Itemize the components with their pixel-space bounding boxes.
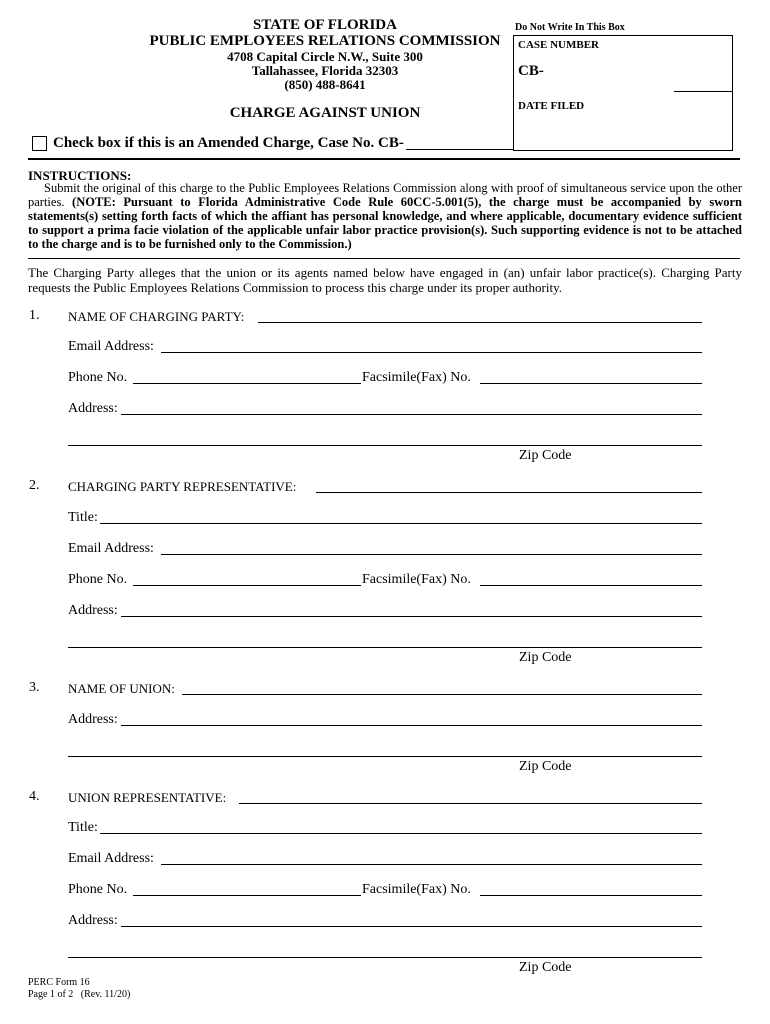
- instructions-heading: INSTRUCTIONS:: [28, 168, 132, 183]
- header-divider: [28, 158, 740, 160]
- instructions-note: (NOTE: Pursuant to Florida Administrative Code Rule 60CC-5.001(5), the charge must be accompanied by sworn statements(s) setting forth facts of which the affiant has personal knowledge, and where applicable, documentary evidence sufficient to support a prima facie violation of the applicable unfair labor practice provision(s). Such supporting evidence is not to be attached to the charge and is to be furnished only to the Commission.): [28, 195, 742, 251]
- s2-phone-field[interactable]: [133, 585, 361, 586]
- s1-email-label: Email Address:: [68, 339, 154, 354]
- union-rep-label: UNION REPRESENTATIVE:: [68, 790, 227, 805]
- s1-phone-field[interactable]: [133, 383, 361, 384]
- charging-party-rep-label: CHARGING PARTY REPRESENTATIVE:: [68, 479, 297, 494]
- date-filed-field[interactable]: [514, 94, 731, 149]
- s1-phone-label: Phone No.: [68, 370, 128, 385]
- case-number-prefix: CB-: [518, 63, 544, 79]
- s4-address-label: Address:: [68, 913, 118, 928]
- footer-form-id: PERC Form 16: [28, 977, 90, 988]
- office-use-box: [513, 35, 733, 151]
- s1-address-line2-field[interactable]: [68, 445, 702, 446]
- s1-zip-label: Zip Code: [519, 448, 572, 463]
- section-3-number: 3.: [29, 680, 40, 695]
- s1-fax-label: Facsimile(Fax) No.: [362, 370, 471, 385]
- amended-charge-label: Check box if this is an Amended Charge, Case No. CB-: [53, 135, 404, 151]
- s2-address-field[interactable]: [121, 616, 702, 617]
- union-name-label: NAME OF UNION:: [68, 681, 175, 696]
- section-4-number: 4.: [29, 789, 40, 804]
- s3-zip-label: Zip Code: [519, 759, 572, 774]
- s2-address-line2-field[interactable]: [68, 647, 702, 648]
- instructions-divider: [28, 258, 740, 259]
- s4-fax-field[interactable]: [480, 895, 702, 896]
- s3-address-field[interactable]: [121, 725, 702, 726]
- office-box-divider: [674, 91, 732, 92]
- s2-title-field[interactable]: [100, 523, 702, 524]
- s4-email-label: Email Address:: [68, 851, 154, 866]
- s4-title-label: Title:: [68, 820, 98, 835]
- allegation-text: The Charging Party alleges that the union or its agents named below have engaged in (an) unfair labor practice(s). Charging Party requests the Public Employees Relations Commission to process this charge under its proper authority.: [28, 265, 742, 295]
- date-filed-label: DATE FILED: [518, 100, 585, 112]
- section-1-number: 1.: [29, 308, 40, 323]
- s1-address-label: Address:: [68, 401, 118, 416]
- s2-zip-label: Zip Code: [519, 650, 572, 665]
- s4-fax-label: Facsimile(Fax) No.: [362, 882, 471, 897]
- header-address-line2: Tallahassee, Florida 32303: [251, 63, 399, 78]
- s2-fax-label: Facsimile(Fax) No.: [362, 572, 471, 587]
- s4-address-line2-field[interactable]: [68, 957, 702, 958]
- case-number-field[interactable]: [514, 36, 731, 91]
- s1-fax-field[interactable]: [480, 383, 702, 384]
- office-box-caption: Do Not Write In This Box: [515, 22, 625, 33]
- charging-party-name-field[interactable]: [258, 322, 702, 323]
- s4-phone-label: Phone No.: [68, 882, 128, 897]
- s4-phone-field[interactable]: [133, 895, 361, 896]
- form-title: CHARGE AGAINST UNION: [229, 105, 421, 121]
- union-rep-field[interactable]: [239, 803, 702, 804]
- s1-address-field[interactable]: [121, 414, 702, 415]
- s2-email-field[interactable]: [161, 554, 702, 555]
- s2-address-label: Address:: [68, 603, 118, 618]
- s4-address-field[interactable]: [121, 926, 702, 927]
- s4-title-field[interactable]: [100, 833, 702, 834]
- s4-email-field[interactable]: [161, 864, 702, 865]
- s2-phone-label: Phone No.: [68, 572, 128, 587]
- case-number-label: CASE NUMBER: [518, 39, 599, 51]
- section-2-number: 2.: [29, 478, 40, 493]
- s3-address-line2-field[interactable]: [68, 756, 702, 757]
- instructions-body: [28, 181, 742, 251]
- footer-page-info: Page 1 of 2 (Rev. 11/20): [28, 989, 131, 1000]
- s4-zip-label: Zip Code: [519, 960, 572, 975]
- s1-email-field[interactable]: [161, 352, 702, 353]
- amended-case-number-field[interactable]: [406, 149, 514, 150]
- s2-title-label: Title:: [68, 510, 98, 525]
- header-commission: PUBLIC EMPLOYEES RELATIONS COMMISSION: [149, 33, 501, 49]
- s3-address-label: Address:: [68, 712, 118, 727]
- union-name-field[interactable]: [182, 694, 702, 695]
- header-address-line1: 4708 Capital Circle N.W., Suite 300: [227, 49, 423, 64]
- charging-party-rep-field[interactable]: [316, 492, 702, 493]
- header-phone: (850) 488-8641: [284, 77, 366, 92]
- amended-charge-checkbox[interactable]: [32, 136, 47, 151]
- s2-email-label: Email Address:: [68, 541, 154, 556]
- header-state: STATE OF FLORIDA: [253, 17, 397, 33]
- instructions-text: Submit the original of this charge to the Public Employees Relations Commission along with proof of simultaneous service upon the other parties.: [28, 181, 742, 209]
- charging-party-name-label: NAME OF CHARGING PARTY:: [68, 309, 245, 324]
- s2-fax-field[interactable]: [480, 585, 702, 586]
